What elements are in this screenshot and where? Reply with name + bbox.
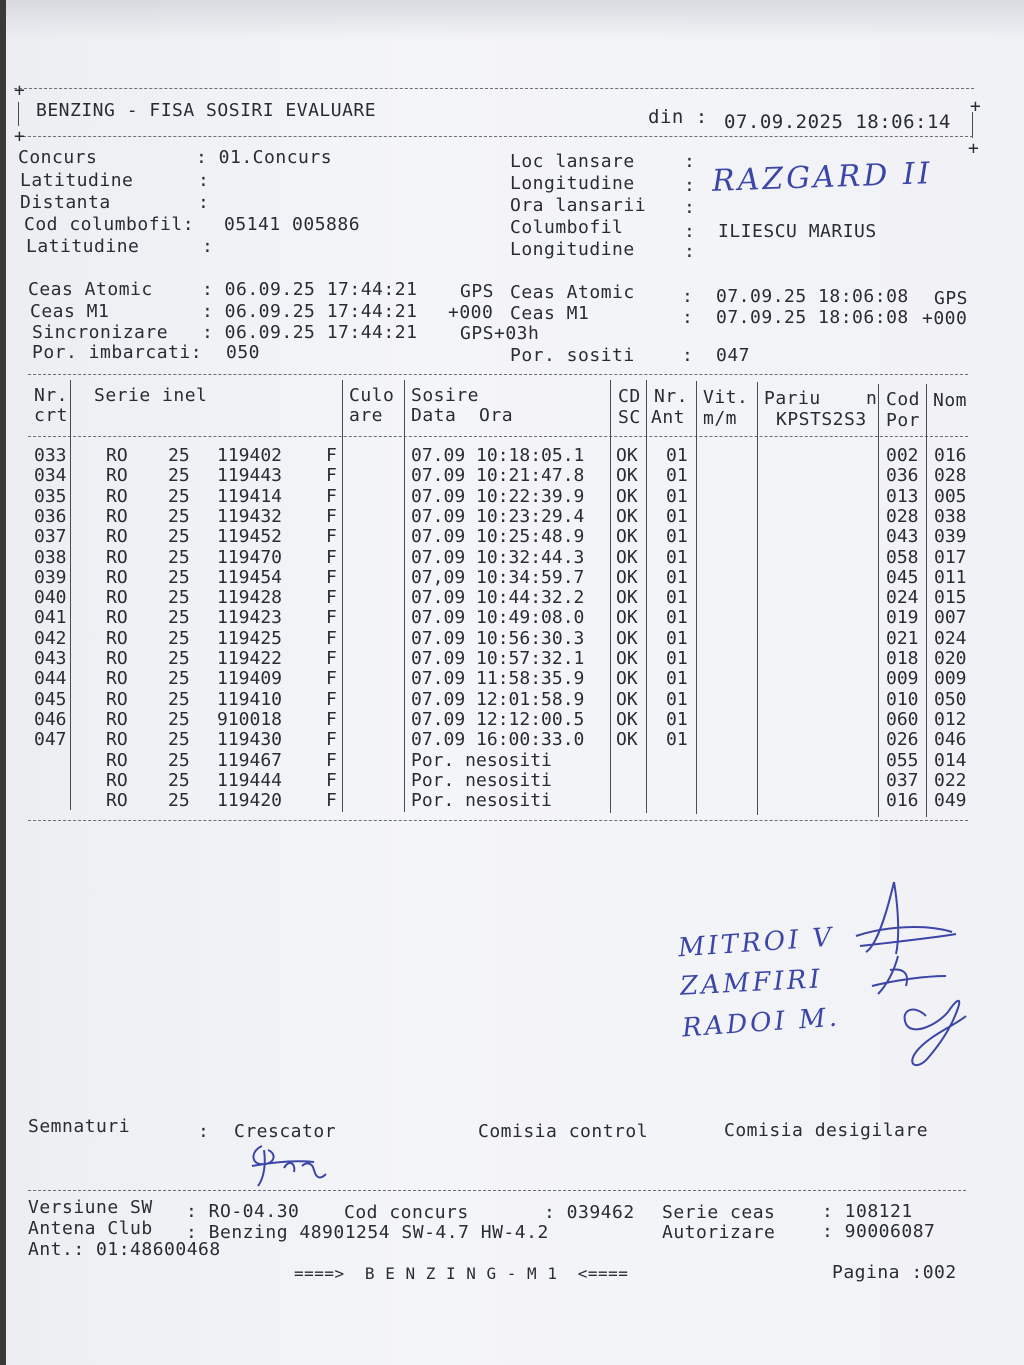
paper-shadow	[6, 0, 1024, 40]
cell-sex: F	[326, 445, 337, 466]
cell-country: RO	[106, 749, 128, 771]
header-nom: Nom	[933, 390, 968, 411]
cell-year: 25	[168, 790, 190, 812]
table-row	[6, 668, 1024, 688]
info-longitudine-value: :	[684, 175, 696, 196]
cell-ring: 119425	[217, 627, 283, 649]
cell-sosire: 07.09 10:32:44.3	[411, 546, 585, 568]
cell-year: 25	[168, 566, 190, 588]
cod-concurs-label: Cod concurs	[344, 1202, 469, 1223]
header-bottom-dash	[28, 436, 968, 437]
table-row	[6, 709, 1024, 729]
serie-ceas-value: : 108121	[822, 1201, 913, 1222]
cell-year: 25	[168, 445, 190, 466]
header-nr: Nr.	[34, 385, 69, 406]
cell-cod: 002	[886, 445, 919, 466]
clock-m1-right-extra: +000	[922, 308, 968, 329]
header-kpsts: KPSTS2S3	[776, 409, 867, 430]
info-columbofil-value: : ILIESCU MARIUS	[684, 221, 877, 242]
cell-country: RO	[106, 790, 128, 812]
cell-country: RO	[106, 546, 128, 568]
header-pariu: Pariu n	[764, 388, 878, 409]
info-distanta-label: Distanta	[20, 192, 111, 213]
cell-nom: 020	[934, 648, 967, 669]
crescator-label: Crescator	[234, 1121, 337, 1142]
handwritten-release-location: RAZGARD II	[711, 156, 934, 199]
cell-sosire: 07,09 10:34:59.7	[411, 566, 585, 588]
cell-nr: 037	[34, 526, 67, 548]
cell-ring: 119470	[217, 546, 283, 568]
cell-nom: 009	[934, 668, 967, 690]
por-imbarcati-value: 050	[226, 342, 261, 363]
cell-year: 25	[168, 749, 190, 771]
handwritten-name-3: RADOI M.	[681, 1002, 841, 1044]
table-row	[6, 506, 1024, 526]
cell-nr: 034	[34, 465, 67, 487]
semnaturi-colon: :	[198, 1121, 210, 1142]
cell-cd: OK	[616, 607, 638, 629]
header-por: Por	[886, 410, 921, 431]
info-latitudine-label: Latitudine	[20, 170, 134, 191]
cell-sosire: 07.09 10:21:47.8	[411, 465, 585, 487]
semnaturi-label: Semnaturi	[28, 1116, 131, 1137]
info-longitudine2-value: :	[684, 241, 696, 262]
cell-cod: 055	[886, 749, 919, 771]
benzing-banner: ====> B E N Z I N G - M 1 <====	[294, 1264, 629, 1283]
cell-cod: 009	[886, 668, 919, 690]
cell-country: RO	[106, 627, 128, 649]
cell-nom: 022	[934, 769, 967, 791]
info-latitudine2-value: :	[202, 236, 214, 257]
info-cod-label: Cod columbofil:	[24, 214, 195, 235]
handwritten-name-1: MITROI V	[677, 922, 836, 964]
cell-cd: OK	[616, 505, 638, 527]
cell-sex: F	[326, 790, 337, 812]
table-row	[6, 689, 1024, 709]
handwritten-name-2: ZAMFIRI	[679, 964, 824, 1002]
cell-nr: 045	[34, 688, 67, 710]
cell-ring: 119422	[217, 648, 283, 669]
clock-m1-value: : 06.09.25 17:44:21	[202, 301, 418, 322]
cell-cod: 013	[886, 485, 919, 507]
cell-sex: F	[326, 546, 337, 568]
cell-ring: 119414	[217, 485, 283, 507]
cell-sosire: 07.09 12:01:58.9	[411, 688, 585, 710]
cell-cod: 037	[886, 769, 919, 791]
table-row	[6, 790, 1024, 810]
cell-ant: 01	[666, 566, 688, 588]
comisia-control-label: Comisia control	[478, 1121, 649, 1142]
table-row	[6, 587, 1024, 607]
cell-cd: OK	[616, 546, 638, 568]
cell-sosire: 07.09 12:12:00.5	[411, 708, 585, 730]
cell-nom: 011	[934, 566, 967, 588]
autorizare-value: : 90006087	[822, 1221, 936, 1242]
cell-year: 25	[168, 587, 190, 609]
comisia-desigilare-label: Comisia desigilare	[724, 1120, 929, 1141]
cell-cod: 024	[886, 587, 919, 609]
cell-year: 25	[168, 526, 190, 548]
info-ora-label: Ora lansarii	[510, 195, 647, 216]
cell-ring: 119454	[217, 566, 283, 588]
cell-ant: 01	[666, 607, 688, 629]
header-nr-ant: Nr.	[654, 386, 689, 407]
header-left-border	[18, 102, 19, 126]
antena-value: : Benzing 48901254 SW-4.7 HW-4.2	[186, 1222, 549, 1243]
cell-sosire: 07.09 10:18:05.1	[411, 445, 585, 466]
footer-top-border	[28, 1190, 966, 1191]
cell-nom: 038	[934, 505, 967, 527]
cell-cod: 026	[886, 729, 919, 751]
cell-ring: 119410	[217, 688, 283, 710]
cell-sosire: 07.09 11:58:35.9	[411, 668, 585, 690]
cell-nom: 049	[934, 790, 967, 812]
info-latitudine2-label: Latitudine	[26, 236, 140, 257]
cell-nr: 041	[34, 607, 67, 629]
cell-nom: 007	[934, 607, 967, 629]
clock-sync-extra: GPS+03h	[460, 323, 540, 344]
cell-year: 25	[168, 607, 190, 629]
header-vit: Vit.	[703, 387, 749, 408]
pagina: Pagina :002	[832, 1262, 957, 1283]
cell-year: 25	[168, 505, 190, 527]
cell-nom: 046	[934, 729, 967, 751]
cell-country: RO	[106, 465, 128, 487]
cell-nom: 039	[934, 526, 967, 548]
info-concurs-value: : 01.Concurs	[196, 147, 333, 168]
cell-ant: 01	[666, 688, 688, 710]
cell-nom: 017	[934, 546, 967, 568]
clock-m1-label: Ceas M1	[30, 301, 110, 322]
cell-cd: OK	[616, 526, 638, 548]
header-right-border	[972, 112, 973, 138]
cell-sosire: 07.09 10:57:32.1	[411, 648, 585, 669]
cell-nr: 036	[34, 505, 67, 527]
cell-cd: OK	[616, 465, 638, 487]
cell-cod: 043	[886, 526, 919, 548]
cell-country: RO	[106, 708, 128, 730]
cell-sosire: Por. nesositi	[411, 790, 552, 812]
versiune-label: Versiune SW	[28, 1197, 153, 1218]
cell-nom: 016	[934, 445, 967, 466]
cell-cod: 036	[886, 465, 919, 487]
cell-country: RO	[106, 648, 128, 669]
cell-ant: 01	[666, 445, 688, 466]
table-row	[6, 729, 1024, 749]
date-value: 07.09.2025 18:06:14	[724, 111, 951, 133]
cell-country: RO	[106, 445, 128, 466]
cell-ring: 119428	[217, 587, 283, 609]
cell-sosire: 07.09 16:00:33.0	[411, 729, 585, 751]
cell-cd: OK	[616, 688, 638, 710]
cell-sex: F	[326, 607, 337, 629]
cell-cod: 060	[886, 708, 919, 730]
cell-cod: 016	[886, 790, 919, 812]
document-paper	[6, 0, 1024, 1365]
cell-nr: 042	[34, 627, 67, 649]
cell-nom: 015	[934, 587, 967, 609]
table-row	[6, 770, 1024, 790]
table-row	[6, 445, 1024, 465]
por-sositi-label: Por. sositi	[510, 345, 635, 366]
cell-cd: OK	[616, 668, 638, 690]
cell-nr: 039	[34, 566, 67, 588]
cell-country: RO	[106, 526, 128, 548]
border-plus: +	[968, 138, 980, 159]
cell-sosire: 07.09 10:49:08.0	[411, 607, 585, 629]
table-row	[6, 607, 1024, 627]
cell-country: RO	[106, 729, 128, 751]
cell-nom: 024	[934, 627, 967, 649]
cell-sex: F	[326, 465, 337, 487]
cell-sex: F	[326, 749, 337, 771]
cell-ant: 01	[666, 526, 688, 548]
cell-nom: 005	[934, 485, 967, 507]
cell-sex: F	[326, 708, 337, 730]
cell-ant: 01	[666, 648, 688, 669]
cell-ant: 01	[666, 485, 688, 507]
cell-sosire: 07.09 10:22:39.9	[411, 485, 585, 507]
cell-ring: 119409	[217, 668, 283, 690]
cell-cod: 028	[886, 505, 919, 527]
header-cod: Cod	[886, 389, 921, 410]
table-row	[6, 648, 1024, 668]
header-cd: CD	[618, 386, 641, 407]
ant-line: Ant.: 01:48600468	[28, 1239, 221, 1260]
cell-nom: 050	[934, 688, 967, 710]
cell-nr: 043	[34, 648, 67, 669]
border-plus: +	[14, 80, 26, 101]
cell-country: RO	[106, 668, 128, 690]
cell-ring: 119452	[217, 526, 283, 548]
clock-atomic-value: : 06.09.25 17:44:21	[202, 279, 418, 300]
commission-signatures	[836, 876, 976, 1086]
table-row	[6, 750, 1024, 770]
cell-year: 25	[168, 546, 190, 568]
cell-ant: 01	[666, 587, 688, 609]
cell-nom: 014	[934, 749, 967, 771]
cod-concurs-value: : 039462	[544, 1202, 635, 1223]
clock-atomic-right-label: Ceas Atomic	[510, 282, 635, 303]
cell-country: RO	[106, 769, 128, 791]
header-culo: Culo	[349, 385, 395, 406]
header-mm: m/m	[703, 408, 738, 429]
table-top-border	[28, 374, 968, 375]
clock-atomic-label: Ceas Atomic	[28, 279, 153, 300]
cell-ring: 119443	[217, 465, 283, 487]
header-are: are	[349, 405, 384, 426]
versiune-value: : RO-04.30	[186, 1201, 300, 1222]
cell-year: 25	[168, 485, 190, 507]
date-label: din :	[648, 106, 708, 128]
border-plus: +	[970, 96, 982, 117]
info-distanta-value: :	[198, 192, 210, 213]
cell-cd: OK	[616, 708, 638, 730]
info-columbofil-label: Columbofil	[510, 217, 624, 238]
cell-ant: 01	[666, 465, 688, 487]
clock-m1-extra: +000	[448, 302, 494, 323]
cell-ring: 119444	[217, 769, 283, 791]
header-sosire: Sosire	[411, 385, 480, 406]
cell-year: 25	[168, 648, 190, 669]
cell-nom: 028	[934, 465, 967, 487]
cell-nr: 038	[34, 546, 67, 568]
cell-country: RO	[106, 587, 128, 609]
cell-sosire: 07.09 10:44:32.2	[411, 587, 585, 609]
cell-sosire: Por. nesositi	[411, 749, 552, 771]
antena-label: Antena Club	[28, 1218, 153, 1239]
clock-atomic-extra: GPS	[460, 281, 495, 302]
cell-cod: 010	[886, 688, 919, 710]
cell-cod: 021	[886, 627, 919, 649]
table-bottom-border	[28, 820, 968, 821]
cell-sosire: 07.09 10:56:30.3	[411, 627, 585, 649]
cell-sex: F	[326, 769, 337, 791]
cell-cd: OK	[616, 485, 638, 507]
info-latitudine-value: :	[198, 170, 210, 191]
cell-country: RO	[106, 505, 128, 527]
table-row	[6, 567, 1024, 587]
cell-cd: OK	[616, 648, 638, 669]
clock-m1-right-label: Ceas M1	[510, 303, 590, 324]
cell-cd: OK	[616, 587, 638, 609]
table-row	[6, 547, 1024, 567]
cell-ring: 119423	[217, 607, 283, 629]
clock-atomic-right-value: : 07.09.25 18:06:08	[682, 286, 909, 307]
cell-year: 25	[168, 465, 190, 487]
cell-year: 25	[168, 688, 190, 710]
header-bottom-border	[18, 136, 973, 137]
info-longitudine2-label: Longitudine	[510, 239, 635, 260]
cell-sex: F	[326, 648, 337, 669]
cell-sex: F	[326, 505, 337, 527]
header-serie: Serie inel	[94, 385, 208, 406]
table-row	[6, 628, 1024, 648]
cell-sex: F	[326, 688, 337, 710]
cell-country: RO	[106, 566, 128, 588]
cell-ring: 119402	[217, 445, 283, 466]
cell-ring: 119432	[217, 505, 283, 527]
cell-ring: 119430	[217, 729, 283, 751]
cell-nr: 047	[34, 729, 67, 751]
por-sositi-value: : 047	[682, 345, 751, 366]
serie-ceas-label: Serie ceas	[662, 1202, 776, 1223]
cell-year: 25	[168, 729, 190, 751]
header-ant: Ant	[651, 407, 686, 428]
cell-sex: F	[326, 668, 337, 690]
header-top-border	[14, 88, 974, 89]
header-crt: crt	[34, 405, 69, 426]
clock-sync-value: : 06.09.25 17:44:21	[202, 322, 418, 343]
cell-nr: 044	[34, 668, 67, 690]
document-title: BENZING - FISA SOSIRI EVALUARE	[36, 100, 377, 121]
cell-country: RO	[106, 607, 128, 629]
info-longitudine-label: Longitudine	[510, 173, 635, 194]
cell-cd: OK	[616, 445, 638, 466]
clock-atomic-right-extra: GPS	[934, 288, 969, 309]
cell-ant: 01	[666, 708, 688, 730]
cell-ant: 01	[666, 627, 688, 649]
header-sc: SC	[618, 407, 641, 428]
info-loc-label: Loc lansare	[510, 151, 635, 172]
info-ora-value: :	[684, 197, 696, 218]
por-imbarcati-label: Por. imbarcati:	[32, 342, 203, 363]
cell-nr: 033	[34, 445, 67, 466]
cell-sosire: 07.09 10:25:48.9	[411, 526, 585, 548]
cell-ant: 01	[666, 546, 688, 568]
cell-ring: 119420	[217, 790, 283, 812]
cell-sex: F	[326, 566, 337, 588]
cell-nr: 046	[34, 708, 67, 730]
border-plus: +	[14, 126, 26, 147]
cell-cod: 018	[886, 648, 919, 669]
cell-nr: 040	[34, 587, 67, 609]
clock-sync-label: Sincronizare	[32, 322, 169, 343]
cell-sex: F	[326, 485, 337, 507]
cell-sex: F	[326, 729, 337, 751]
cell-cd: OK	[616, 729, 638, 751]
autorizare-label: Autorizare	[662, 1222, 776, 1243]
cell-year: 25	[168, 627, 190, 649]
cell-ant: 01	[666, 505, 688, 527]
cell-ant: 01	[666, 729, 688, 751]
table-row	[6, 465, 1024, 485]
cell-cod: 045	[886, 566, 919, 588]
cell-year: 25	[168, 708, 190, 730]
cell-sosire: Por. nesositi	[411, 769, 552, 791]
cell-ant: 01	[666, 668, 688, 690]
cell-cd: OK	[616, 627, 638, 649]
info-concurs-label: Concurs	[18, 147, 98, 168]
cell-cd: OK	[616, 566, 638, 588]
cell-ring: 119467	[217, 749, 283, 771]
table-row	[6, 486, 1024, 506]
cell-cod: 058	[886, 546, 919, 568]
cell-cod: 019	[886, 607, 919, 629]
info-cod-value: 05141 005886	[224, 214, 361, 235]
cell-nom: 012	[934, 708, 967, 730]
cell-country: RO	[106, 485, 128, 507]
cell-sosire: 07.09 10:23:29.4	[411, 505, 585, 527]
cell-country: RO	[106, 688, 128, 710]
cell-year: 25	[168, 668, 190, 690]
cell-nr: 035	[34, 485, 67, 507]
header-data-ora: Data Ora	[411, 405, 514, 426]
table-row	[6, 526, 1024, 546]
cell-sex: F	[326, 587, 337, 609]
cell-year: 25	[168, 769, 190, 791]
crescator-signature	[244, 1140, 334, 1190]
clock-m1-right-value: : 07.09.25 18:06:08	[682, 307, 909, 328]
cell-sex: F	[326, 526, 337, 548]
cell-ring: 910018	[217, 708, 283, 730]
cell-sex: F	[326, 627, 337, 649]
info-loc-value: :	[684, 151, 696, 172]
